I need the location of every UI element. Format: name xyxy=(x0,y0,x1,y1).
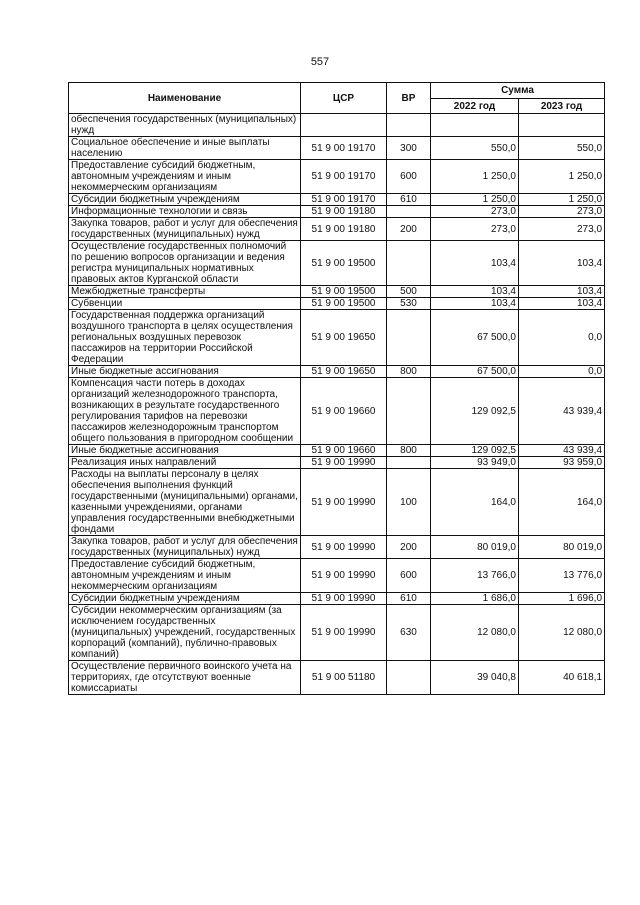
row-sum-2022: 550,0 xyxy=(431,137,519,160)
row-sum-2022: 164,0 xyxy=(431,469,519,536)
header-year-2022: 2022 год xyxy=(431,99,519,114)
table-row xyxy=(69,298,605,310)
table-row xyxy=(69,593,605,605)
row-vr: 800 xyxy=(387,445,431,457)
row-sum-2023: 550,0 xyxy=(519,137,605,160)
row-vr: 610 xyxy=(387,593,431,605)
row-vr xyxy=(387,241,431,286)
row-vr xyxy=(387,378,431,445)
row-csr: 51 9 00 19170 xyxy=(301,160,387,194)
table-row xyxy=(69,378,605,445)
table-row xyxy=(69,241,605,286)
table-row xyxy=(69,206,605,218)
row-sum-2022: 93 949,0 xyxy=(431,457,519,469)
row-sum-2022: 12 080,0 xyxy=(431,605,519,661)
row-vr: 500 xyxy=(387,286,431,298)
row-vr: 610 xyxy=(387,194,431,206)
table-row xyxy=(69,137,605,160)
table-row xyxy=(69,218,605,241)
row-sum-2023: 103,4 xyxy=(519,286,605,298)
row-csr xyxy=(301,114,387,137)
table-row xyxy=(69,310,605,366)
table-row xyxy=(69,661,605,695)
row-csr: 51 9 00 19500 xyxy=(301,298,387,310)
row-vr xyxy=(387,661,431,695)
row-vr: 100 xyxy=(387,469,431,536)
row-name: Государственная поддержка организаций воздушного транспорта в целях осуществления региональных воздушных перевозок пассажиров на территории Российской Федерации xyxy=(69,310,301,366)
row-name: Субвенции xyxy=(69,298,301,310)
header-name: Наименование xyxy=(69,83,301,114)
row-csr: 51 9 00 19660 xyxy=(301,445,387,457)
row-name: Предоставление субсидий бюджетным, автономным учреждениям и иным некоммерческим организациям xyxy=(69,559,301,593)
row-sum-2023: 93 959,0 xyxy=(519,457,605,469)
table-row xyxy=(69,605,605,661)
row-csr: 51 9 00 19990 xyxy=(301,457,387,469)
row-name: Закупка товаров, работ и услуг для обеспечения государственных (муниципальных) нужд xyxy=(69,536,301,559)
row-sum-2022: 67 500,0 xyxy=(431,366,519,378)
row-name: Иные бюджетные ассигнования xyxy=(69,366,301,378)
header-vr: ВР xyxy=(387,83,431,114)
row-csr: 51 9 00 19170 xyxy=(301,194,387,206)
row-sum-2022 xyxy=(431,114,519,137)
row-csr: 51 9 00 19650 xyxy=(301,366,387,378)
row-vr: 600 xyxy=(387,160,431,194)
row-csr: 51 9 00 19500 xyxy=(301,241,387,286)
row-sum-2023: 273,0 xyxy=(519,206,605,218)
row-vr: 530 xyxy=(387,298,431,310)
row-name: Информационные технологии и связь xyxy=(69,206,301,218)
row-csr: 51 9 00 19990 xyxy=(301,593,387,605)
row-name: Субсидии бюджетным учреждениям xyxy=(69,194,301,206)
table-row xyxy=(69,160,605,194)
row-name: Субсидии бюджетным учреждениям xyxy=(69,593,301,605)
table-row xyxy=(69,114,605,137)
row-csr: 51 9 00 19990 xyxy=(301,605,387,661)
row-vr: 300 xyxy=(387,137,431,160)
row-sum-2023: 103,4 xyxy=(519,241,605,286)
row-sum-2023: 1 250,0 xyxy=(519,194,605,206)
row-csr: 51 9 00 19180 xyxy=(301,218,387,241)
row-sum-2023: 80 019,0 xyxy=(519,536,605,559)
row-csr: 51 9 00 19650 xyxy=(301,310,387,366)
row-sum-2023: 1 696,0 xyxy=(519,593,605,605)
row-csr: 51 9 00 19990 xyxy=(301,559,387,593)
row-name: Осуществление государственных полномочий по решению вопросов организации и ведения регистра муниципальных нормативных правовых актов Курганской области xyxy=(69,241,301,286)
row-sum-2023: 273,0 xyxy=(519,218,605,241)
row-csr: 51 9 00 19660 xyxy=(301,378,387,445)
row-sum-2023: 103,4 xyxy=(519,298,605,310)
row-sum-2022: 103,4 xyxy=(431,298,519,310)
row-sum-2023: 12 080,0 xyxy=(519,605,605,661)
header-sum: Сумма xyxy=(431,83,605,99)
row-vr xyxy=(387,206,431,218)
row-vr: 200 xyxy=(387,218,431,241)
row-sum-2022: 129 092,5 xyxy=(431,445,519,457)
table-row xyxy=(69,559,605,593)
row-sum-2022: 1 250,0 xyxy=(431,160,519,194)
row-vr: 800 xyxy=(387,366,431,378)
row-sum-2022: 80 019,0 xyxy=(431,536,519,559)
row-vr xyxy=(387,114,431,137)
row-sum-2022: 39 040,8 xyxy=(431,661,519,695)
row-csr: 51 9 00 19180 xyxy=(301,206,387,218)
row-sum-2023: 13 776,0 xyxy=(519,559,605,593)
table-header xyxy=(69,83,605,114)
row-sum-2022: 273,0 xyxy=(431,218,519,241)
row-sum-2022: 103,4 xyxy=(431,286,519,298)
row-csr: 51 9 00 19990 xyxy=(301,469,387,536)
row-csr: 51 9 00 51180 xyxy=(301,661,387,695)
header-year-2023: 2023 год xyxy=(519,99,605,114)
row-name: Социальное обеспечение и иные выплаты населению xyxy=(69,137,301,160)
row-sum-2023: 164,0 xyxy=(519,469,605,536)
row-vr xyxy=(387,457,431,469)
row-sum-2022: 129 092,5 xyxy=(431,378,519,445)
row-name: Расходы на выплаты персоналу в целях обеспечения выполнения функций государственными (муниципальными) органами, казенными учреждениями, органами управления государственными внебюджетными фондами xyxy=(69,469,301,536)
row-name: Межбюджетные трансферты xyxy=(69,286,301,298)
row-csr: 51 9 00 19500 xyxy=(301,286,387,298)
row-name: Предоставление субсидий бюджетным, автономным учреждениям и иным некоммерческим организациям xyxy=(69,160,301,194)
table-row xyxy=(69,469,605,536)
row-name: Иные бюджетные ассигнования xyxy=(69,445,301,457)
row-sum-2023: 43 939,4 xyxy=(519,378,605,445)
row-sum-2023: 0,0 xyxy=(519,310,605,366)
row-name: Реализация иных направлений xyxy=(69,457,301,469)
row-sum-2023: 0,0 xyxy=(519,366,605,378)
table-row xyxy=(69,445,605,457)
row-csr: 51 9 00 19170 xyxy=(301,137,387,160)
page-number: 557 xyxy=(310,56,330,68)
row-name: Осуществление первичного воинского учета на территориях, где отсутствуют военные комиссариаты xyxy=(69,661,301,695)
row-sum-2022: 67 500,0 xyxy=(431,310,519,366)
row-sum-2023 xyxy=(519,114,605,137)
row-sum-2023: 1 250,0 xyxy=(519,160,605,194)
row-sum-2022: 273,0 xyxy=(431,206,519,218)
table-row xyxy=(69,194,605,206)
row-csr: 51 9 00 19990 xyxy=(301,536,387,559)
header-csr: ЦСР xyxy=(301,83,387,114)
row-name: Компенсация части потерь в доходах организаций железнодорожного транспорта, возникающих в результате государственного регулирования тарифов на перевозки пассажиров железнодорожным транспортом общего пользования в пригородном сообщении xyxy=(69,378,301,445)
row-vr: 200 xyxy=(387,536,431,559)
row-sum-2022: 1 250,0 xyxy=(431,194,519,206)
row-sum-2022: 1 686,0 xyxy=(431,593,519,605)
row-name: Субсидии некоммерческим организациям (за исключением государственных (муниципальных) учреждений, государственных корпораций (компаний), публично-правовых компаний) xyxy=(69,605,301,661)
table-row xyxy=(69,366,605,378)
row-name: обеспечения государственных (муниципальных) нужд xyxy=(69,114,301,137)
row-vr: 600 xyxy=(387,559,431,593)
table-body xyxy=(69,114,605,695)
row-vr xyxy=(387,310,431,366)
row-sum-2022: 13 766,0 xyxy=(431,559,519,593)
budget-table xyxy=(68,82,605,695)
table-row xyxy=(69,286,605,298)
row-name: Закупка товаров, работ и услуг для обеспечения государственных (муниципальных) нужд xyxy=(69,218,301,241)
row-vr: 630 xyxy=(387,605,431,661)
table-row xyxy=(69,457,605,469)
table-row xyxy=(69,536,605,559)
row-sum-2023: 40 618,1 xyxy=(519,661,605,695)
row-sum-2022: 103,4 xyxy=(431,241,519,286)
row-sum-2023: 43 939,4 xyxy=(519,445,605,457)
